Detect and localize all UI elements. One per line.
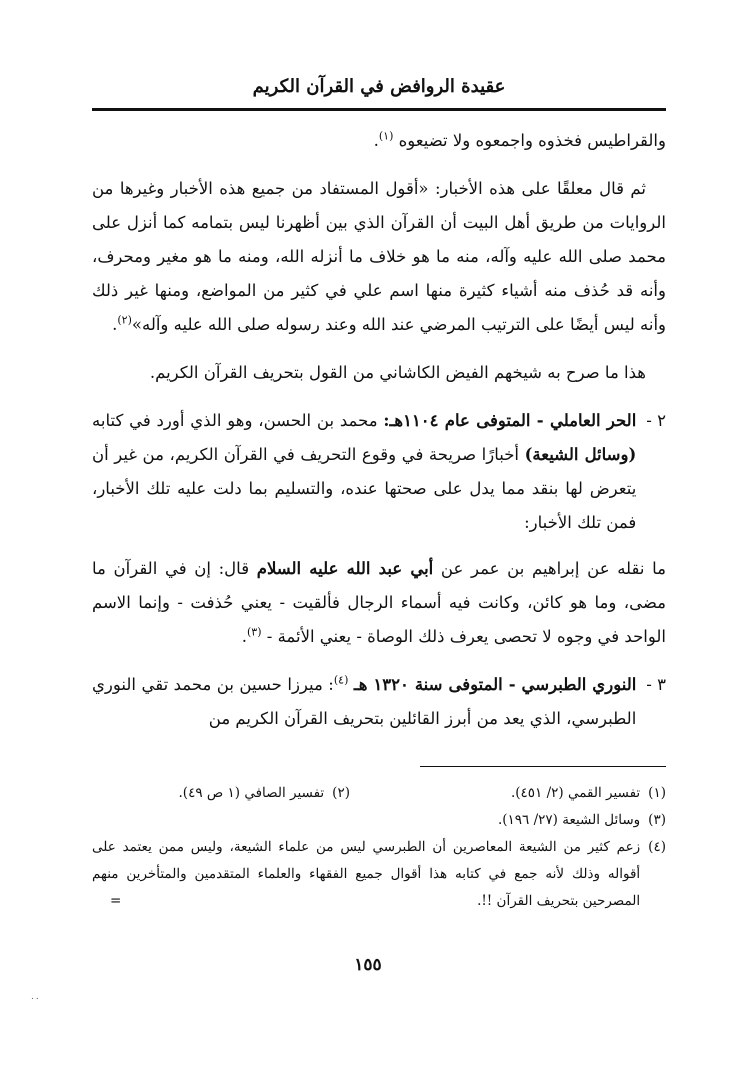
footnote-4: (٤) زعم كثير من الشيعة المعاصرين أن الطبرسي ليس من علماء الشيعة، وليس ممن يعتمد على أقواله وذلك لأنه جمع في كتابه هذا أقوال جميع الفقهاء والعلماء المتقدمين والمتأخرين منهم المصرحين بتحريف القرآن !!. = [92, 834, 666, 915]
list-item-number: ٣ - [646, 675, 666, 694]
continuation-mark: = [110, 893, 122, 909]
book-title: (وسائل الشيعة) [524, 445, 637, 464]
footnote-ref-2[interactable]: (٢) [117, 313, 132, 327]
main-text [92, 124, 666, 748]
item-title: النوري الطبرسي - المتوفى سنة ١٣٢٠ هـ [353, 675, 637, 694]
paragraph-4: ما نقله عن إبراهيم بن عمر عن أبي عبد الله عليه السلام قال: إن في القرآن ما مضى، وما هو كائن، وكانت فيه أسماء الرجال فألقيت - يعني حُذفت - وإنما الاسم الواحد في وجوه لا تحصى يعرف ذلك الوصاة - يعني الأئمة - $^{(٣)}$. [92, 559, 666, 646]
running-header-title: عقيدة الروافض في القرآن الكريم [252, 76, 506, 97]
footnotes [92, 780, 666, 915]
list-item-3 [92, 668, 666, 736]
footnote-ref-3[interactable]: (٣) [247, 625, 262, 639]
list-item-text: الحر العاملي - المتوفى عام ١١٠٤هـ: محمد بن الحسن، وهو الذي أورد في كتابه (وسائل الشيعة) أخبارًا صريحة في وقوع التحريف في القرآن الكريم، من غير أن يتعرض لها بنقد مما يدل على صحتها عنده، والتسليم بما دلت عليه تلك الأخبار، فمن تلك الأخبار: [92, 411, 637, 532]
footnote-1: (١) تفسير القمي (٢/ ٤٥١). [510, 785, 666, 801]
footnote-row [92, 780, 666, 807]
footnote-ref-4[interactable]: (٤) [333, 673, 349, 687]
footnote-ref-1[interactable]: (١) [378, 129, 394, 143]
page-number: ١٥٥ [354, 955, 382, 975]
paragraph-1: والقراطيس فخذوه واجمعوه ولا تضيعوه $^{(١)}$. [373, 129, 666, 150]
paragraph-3: هذا ما صرح به شيخهم الفيض الكاشاني من القول بتحريف القرآن الكريم. [149, 363, 646, 382]
paragraph-2: ثم قال معلقًا على هذه الأخبار: «أقول المستفاد من جميع هذه الأخبار وغيرها من الروايات من طريق أهل البيت أن القرآن الذي بين أظهرنا ليس بتمامه كما أنزل على محمد صلى الله عليه وآله، منه ما هو خلاف ما أنزله الله، ومنه ما هو مغير ومحرف، وأنه قد حُذف منه أشياء كثيرة منها اسم علي في كثير من المواضع، ومنها غير ذلك وأنه ليس أيضًا على الترتيب المرضي عند الله وعند رسوله صلى الله عليه وآله»$^{(٢)}$. [92, 179, 666, 334]
footnote-3: (٣) وسائل الشيعة (٢٧/ ١٩٦). [497, 812, 666, 828]
item-title: الحر العاملي - المتوفى عام ١١٠٤هـ: [383, 411, 637, 430]
header-rule [92, 108, 666, 111]
narrator-name: أبي عبد الله عليه السلام [256, 559, 434, 578]
corner-mark: ٠٠ [30, 994, 40, 1004]
footnote-rule [420, 766, 666, 767]
footnote-2: (٢) تفسير الصافي (١ ص ٤٩). [178, 785, 350, 801]
list-item-2 [92, 404, 666, 540]
list-item-number: ٢ - [646, 411, 666, 430]
list-item-text: النوري الطبرسي - المتوفى سنة ١٣٢٠ هـ $^{(٤)}$: ميرزا حسين بن محمد تقي النوري الطبرسي، الذي يعد من أبرز القائلين بتحريف القرآن الكريم من [92, 673, 637, 728]
